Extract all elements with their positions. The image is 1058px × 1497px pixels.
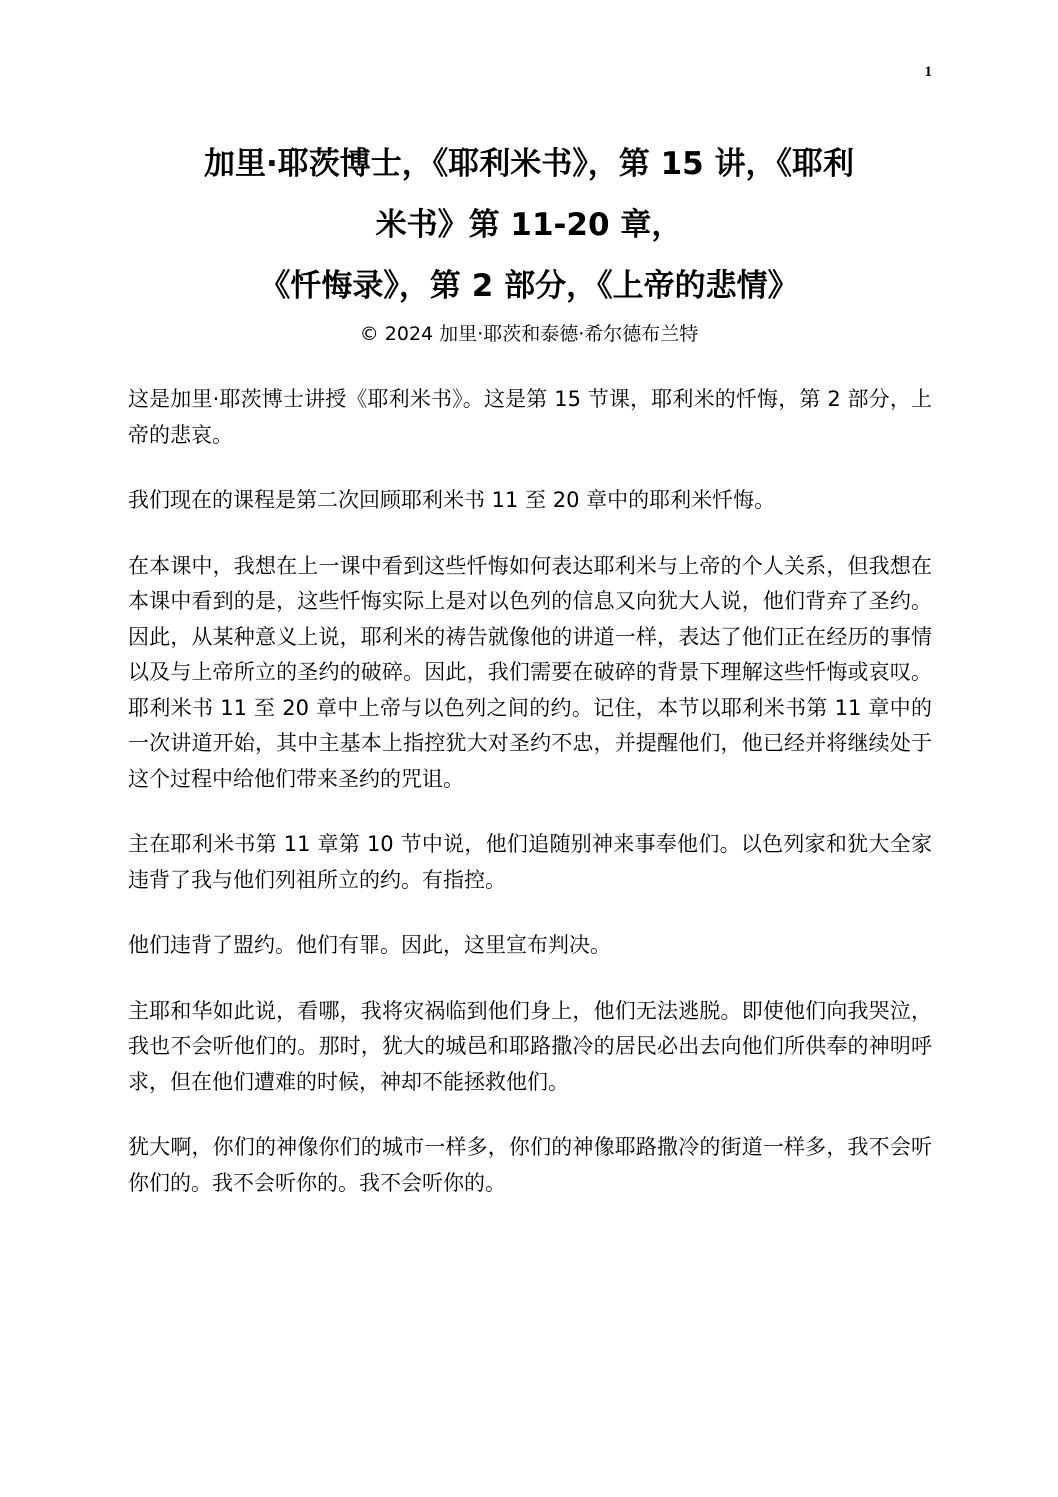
paragraph-3: 在本课中，我想在上一课中看到这些忏悔如何表达耶利米与上帝的个人关系，但我想在本课中看到的是，这些忏悔实际上是对以色列的信息又向犹大人说，他们背弃了圣约。因此，从某种意义上说，耶利米的祷告就像他的讲道一样，表达了他们正在经历的事情以及与上帝所立的圣约的破碎。因此，我们需要在破碎的背景下理解这些忏悔或哀叹。耶利米书 11 至 20 章中上帝与以色列之间的约。记住，本节以耶利米书第 11 章中的一次讲道开始，其中主基本上指控犹大对圣约不忠，并提醒他们，他已经并将继续处于这个过程中给他们带来圣约的咒诅。 xyxy=(128,553,932,791)
title-block xyxy=(128,134,930,349)
title-line-2: 米书》第 11-20 章， xyxy=(375,207,683,243)
title-line-3: 《忏悔录》，第 2 部分，《上帝的悲情》 xyxy=(259,268,799,304)
paragraph-7: 犹大啊，你们的神像你们的城市一样多，你们的神像耶路撒冷的街道一样多，我不会听你们的。我不会听你的。我不会听你的。 xyxy=(128,1135,932,1195)
paragraph-2: 我们现在的课程是第二次回顾耶利米书 11 至 20 章中的耶利米忏悔。 xyxy=(128,488,776,512)
paragraph-6: 主耶和华如此说，看哪，我将灾祸临到他们身上，他们无法逃脱。即使他们向我哭泣，我也不会听他们的。那时，犹大的城邑和耶路撒冷的居民必出去向他们所供奉的神明呼求，但在他们遭难的时候，神却不能拯救他们。 xyxy=(128,998,932,1094)
paragraph-5: 他们违背了盟约。他们有罪。因此，这里宣布判决。 xyxy=(128,933,611,957)
paragraph-4: 主在耶利米书第 11 章第 10 节中说，他们追随别神来事奉他们。以色列家和犹大全家违背了我与他们列祖所立的约。有指控。 xyxy=(128,832,932,892)
copyright-notice: © 2024 加里·耶茨和泰德·希尔德布兰特 xyxy=(359,323,699,345)
title-line-1: 加里·耶茨博士，《耶利米书》，第 15 讲，《耶利 xyxy=(204,146,854,182)
paragraph-1: 这是加里·耶茨博士讲授《耶利米书》。这是第 15 节课，耶利米的忏悔，第 2 部分，上帝的悲哀。 xyxy=(128,387,932,447)
body-text xyxy=(128,382,932,1231)
page-number: 1 xyxy=(924,64,932,80)
